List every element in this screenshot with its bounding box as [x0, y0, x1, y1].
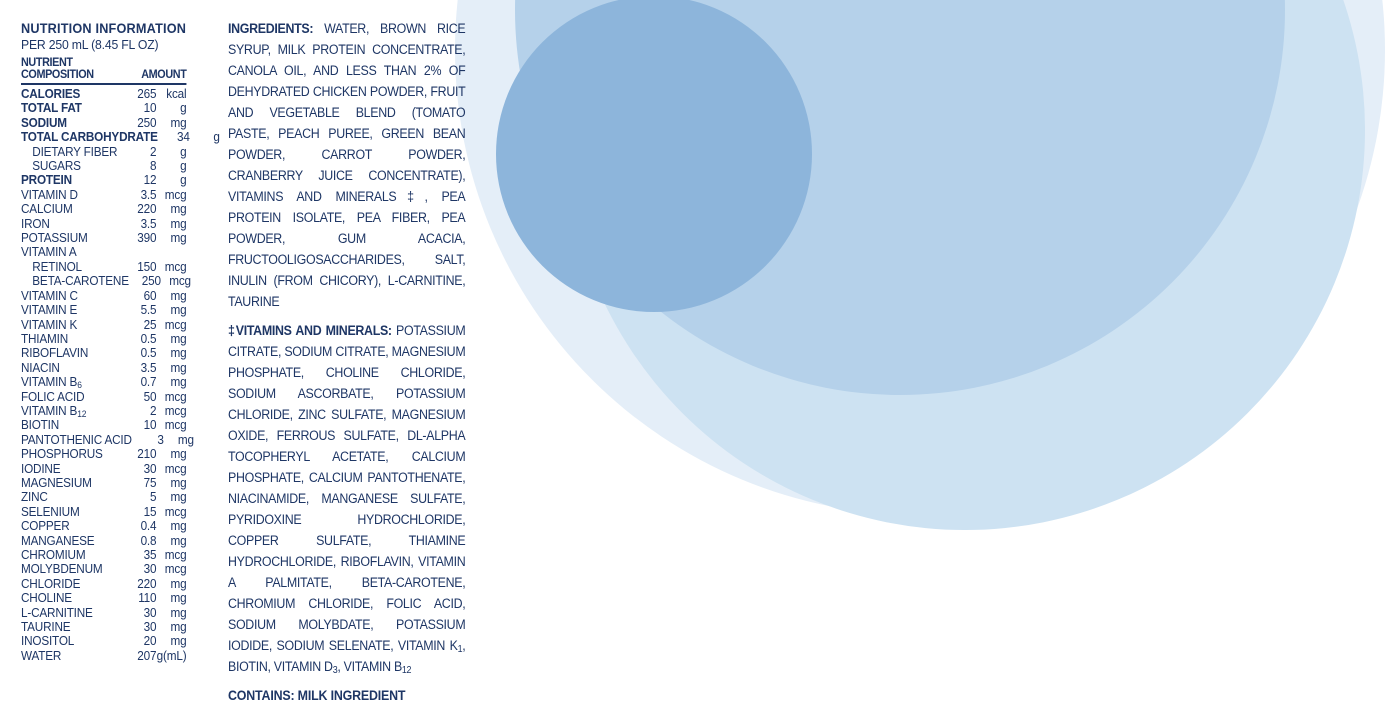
table-row [21, 447, 186, 461]
nutrient-amount: 5.5 [140, 303, 157, 318]
nutrient-unit: mg [170, 475, 187, 490]
nutrient-unit: mg [170, 375, 187, 390]
nutrient-amount: 390 [137, 231, 157, 246]
nutrient-unit: mg [170, 288, 187, 303]
nutrient-amount: 0.8 [140, 533, 157, 548]
nutrient-name: CHOLINE [21, 591, 72, 606]
nutrient-unit: mcg [169, 274, 191, 289]
nutrient-unit: mg [170, 331, 187, 346]
ingredients-paragraph [228, 18, 465, 312]
table-row [21, 245, 186, 259]
table-row [21, 318, 186, 332]
nutrient-unit: mg [170, 360, 187, 375]
nutrient-unit: mg [170, 576, 187, 591]
nutrient-amount: 60 [143, 288, 157, 303]
nutrient-amount: 2 [150, 403, 157, 418]
nutrient-name: BETA-CAROTENE [32, 274, 129, 289]
nutrient-unit: mcg [164, 504, 187, 519]
nutrient-name: CALCIUM [21, 202, 73, 217]
table-row [21, 332, 186, 346]
nutrient-name: RETINOL [32, 259, 82, 274]
table-row [21, 346, 186, 360]
table-row [21, 375, 186, 389]
table-row [21, 620, 186, 634]
nutrient-amount: 20 [143, 634, 157, 649]
nutrient-unit: mcg [164, 418, 187, 433]
table-row [21, 145, 186, 159]
nutrient-name: CHLORIDE [21, 576, 81, 591]
nutrient-table [21, 87, 220, 663]
vitamins-minerals-text: POTASSIUM CITRATE, SODIUM CITRATE, MAGNESIUM PHOSPHATE, CHOLINE CHLORIDE, SODIUM ASCORBATE, POTASSIUM CHLORIDE, ZINC SULFATE, MAGNESIUM OXIDE, FERROUS SULFATE, DL-ALPHA TOCOPHERYL ACETATE, CALCIUM PHOSPHATE, CALCIUM PANTOTHENATE, NIACINAMIDE, MANGANESE SULFATE, PYRIDOXINE HYDROCHLORIDE, COPPER SULFATE, THIAMINE HYDROCHLORIDE, RIBOFLAVIN, VITAMIN A PALMITATE, BETA-CAROTENE, CHROMIUM CHLORIDE, FOLIC ACID, SODIUM MOLYBDATE, POTASSIUM IODIDE, SODIUM SELENATE, VITAMIN $K_1$, BIOTIN, VITAMIN $D_3$, VITAMIN $B_{12}$ [228, 323, 466, 676]
nutrient-amount: 5 [150, 490, 157, 505]
nutrient-amount: 10 [143, 101, 157, 116]
nutrient-name: MANGANESE [21, 533, 95, 548]
nutrient-unit: mg [170, 447, 187, 462]
table-row [21, 217, 186, 231]
nutrient-amount: 35 [143, 548, 157, 562]
nutrient-name: CALORIES [21, 87, 81, 101]
table-row [21, 649, 186, 663]
table-row [21, 462, 186, 476]
vitamins-minerals-label: ‡VITAMINS AND MINERALS: [228, 323, 392, 338]
nutrient-name: PROTEIN [21, 173, 72, 188]
nutrient-name: COPPER [21, 519, 70, 534]
nutrient-unit: mg [170, 591, 187, 606]
nutrient-amount: 2 [150, 144, 157, 159]
nutrient-amount: 265 [137, 87, 157, 101]
nutrient-amount: 0.4 [140, 519, 157, 534]
nutrient-unit: mcg [164, 389, 187, 404]
nutrient-name: BIOTIN [21, 418, 60, 433]
nutrient-unit: mcg [164, 548, 187, 562]
nutrient-name: TOTAL FAT [21, 101, 82, 116]
nutrient-amount: 220 [137, 576, 157, 591]
nutrient-name: RIBOFLAVIN [21, 346, 89, 361]
nutrient-amount: 250 [141, 274, 161, 289]
nutrient-unit: mg [177, 432, 194, 447]
nutrient-name: IODINE [21, 461, 61, 476]
nutrient-name: FOLIC ACID [21, 389, 85, 404]
nutrient-name: INOSITOL [21, 634, 75, 649]
nutrient-unit: mcg [164, 562, 187, 577]
table-row [21, 361, 186, 375]
nutrient-name: SUGARS [32, 159, 81, 174]
nutrient-amount: 34 [177, 130, 190, 145]
nutrient-name: VITAMIN D [21, 187, 78, 202]
nutrient-unit: mg [170, 115, 187, 130]
table-row [21, 116, 186, 130]
nutrient-unit: g [213, 130, 220, 145]
nutrient-amount: 150 [137, 259, 157, 274]
nutrient-amount: 0.7 [140, 375, 157, 390]
nutrient-unit: mcg [164, 317, 187, 332]
table-row [21, 130, 220, 145]
contains-statement: CONTAINS: MILK INGREDIENT [228, 688, 406, 703]
table-row [21, 577, 186, 591]
nutrient-amount: 30 [143, 562, 157, 577]
nutrient-name: NIACIN [21, 360, 60, 375]
nutrient-name: SODIUM [21, 115, 67, 130]
table-row [21, 562, 186, 576]
nutrient-amount: 8 [150, 159, 157, 174]
nutrient-unit: mg [170, 303, 187, 318]
table-row [21, 505, 186, 519]
table-row [21, 173, 186, 187]
nutrient-amount: 75 [143, 475, 157, 490]
nutrient-name: CHROMIUM [21, 548, 86, 562]
table-row [21, 188, 186, 202]
table-row [21, 303, 186, 317]
nutrient-amount: 10 [143, 418, 157, 433]
table-row [21, 432, 194, 447]
nutrient-unit: mcg [164, 403, 187, 418]
nutrient-amount: 110 [138, 591, 157, 606]
table-row [21, 476, 186, 490]
nutrient-amount: 25 [143, 317, 157, 332]
nutrient-amount: 12 [143, 173, 157, 188]
nutrition-facts-panel [21, 20, 220, 663]
nutrient-name: PANTOTHENIC ACID [21, 432, 132, 447]
table-row [21, 101, 186, 115]
nutrient-unit: mg [170, 605, 187, 620]
nutrient-amount: 250 [137, 115, 157, 130]
vitamins-minerals-paragraph [228, 320, 465, 677]
nutrient-unit: g [180, 101, 187, 116]
table-row [21, 274, 191, 289]
nutrient-name: VITAMIN K [21, 317, 78, 332]
nutrient-name: VITAMIN $B_{12}$ [21, 403, 87, 419]
table-row [21, 634, 186, 648]
table-row [21, 231, 186, 245]
nutrient-name: THIAMIN [21, 331, 68, 346]
nutrient-name: IRON [21, 216, 50, 231]
nutrient-unit: g(mL) [156, 648, 187, 663]
ingredients-text: WATER, BROWN RICE SYRUP, MILK PROTEIN CONCENTRATE, CANOLA OIL, AND LESS THAN 2% OF DEHYDRATED CHICKEN POWDER, FRUIT AND VEGETABLE BLEND (TOMATO PASTE, PEACH PUREE, GREEN BEAN POWDER, CARROT POWDER, CRANBERRY JUICE CONCENTRATE), VITAMINS AND MINERALS‡, PEA PROTEIN ISOLATE, PEA FIBER, PEA POWDER, GUM ACACIA, FRUCTOOLIGOSACCHARIDES, SALT, INULIN (FROM CHICORY), L-CARNITINE, TAURINE [228, 21, 466, 309]
table-row [21, 519, 186, 533]
nutrient-unit: mcg [164, 187, 187, 202]
nutrient-name: VITAMIN A [21, 245, 77, 260]
nutrient-name: MAGNESIUM [21, 475, 92, 490]
nutrient-amount: 30 [143, 605, 157, 620]
table-row [21, 548, 186, 562]
table-row [21, 87, 186, 101]
column-header-nutrient: NUTRIENT COMPOSITION [21, 57, 94, 81]
table-row [21, 289, 186, 303]
nutrient-unit: mcg [164, 461, 187, 476]
nutrient-unit: mg [170, 202, 187, 217]
nutrient-name: ZINC [21, 490, 48, 505]
nutrient-unit: mg [170, 620, 187, 635]
table-row [21, 606, 186, 620]
nutrient-unit: mcg [164, 259, 187, 274]
table-row [21, 390, 186, 404]
nutrient-name: VITAMIN $B_6$ [21, 375, 82, 390]
nutrient-amount: 30 [143, 620, 157, 635]
nutrient-amount: 210 [137, 447, 157, 462]
nutrient-unit [156, 245, 186, 259]
nutrient-unit: g [180, 159, 187, 174]
ingredients-panel [228, 18, 465, 714]
nutrient-unit: g [180, 144, 187, 159]
nutrient-amount: 3.5 [140, 360, 157, 375]
nutrient-unit: mg [170, 231, 187, 246]
table-row [21, 591, 186, 605]
table-row [21, 404, 186, 418]
nutrient-name: MOLYBDENUM [21, 562, 103, 577]
product-label [0, 0, 679, 703]
nutrient-amount: 15 [143, 504, 157, 519]
serving-size: PER 250 mL (8.45 FL OZ) [21, 37, 159, 52]
nutrient-name: POTASSIUM [21, 231, 88, 246]
table-row [21, 202, 186, 216]
table-row [21, 490, 186, 504]
nutrient-name: PHOSPHORUS [21, 447, 103, 462]
nutrient-unit: mg [170, 346, 187, 361]
table-row [21, 534, 186, 548]
nutrient-table-header [21, 52, 186, 85]
nutrient-amount: 30 [143, 461, 157, 476]
column-header-amount: AMOUNT [141, 69, 187, 81]
nutrient-amount: 3.5 [140, 187, 157, 202]
nutrient-name: VITAMIN C [21, 288, 78, 303]
nutrient-amount [124, 245, 156, 259]
table-row [21, 159, 186, 173]
nutrient-unit: mg [170, 216, 187, 231]
nutrient-amount: 0.5 [140, 346, 157, 361]
nutrient-amount: 3.5 [140, 216, 157, 231]
nutrient-name: DIETARY FIBER [32, 144, 118, 159]
nutrient-unit: kcal [166, 87, 187, 101]
nutrient-name: L-CARNITINE [21, 605, 93, 620]
nutrient-amount: 50 [143, 389, 157, 404]
nutrient-unit: mg [170, 519, 187, 534]
nutrient-unit: mg [170, 634, 187, 649]
decorative-circle-inner-dark [496, 0, 812, 312]
nutrient-unit: g [180, 173, 187, 188]
nutrient-name: TAURINE [21, 620, 71, 635]
nutrient-amount: 220 [137, 202, 157, 217]
nutrient-amount: 3 [157, 432, 164, 447]
nutrition-title: NUTRITION INFORMATION [21, 21, 187, 36]
nutrient-name: SELENIUM [21, 504, 80, 519]
table-row [21, 418, 186, 432]
nutrient-name: TOTAL CARBOHYDRATE [21, 130, 158, 145]
nutrient-unit: mg [170, 490, 187, 505]
ingredients-label: INGREDIENTS: [228, 21, 314, 36]
nutrient-name: WATER [21, 648, 62, 663]
nutrient-amount: 207 [137, 648, 157, 663]
nutrient-unit: mg [170, 533, 187, 548]
nutrient-amount: 0.5 [140, 331, 157, 346]
nutrient-name: VITAMIN E [21, 303, 78, 318]
table-row [21, 260, 186, 274]
